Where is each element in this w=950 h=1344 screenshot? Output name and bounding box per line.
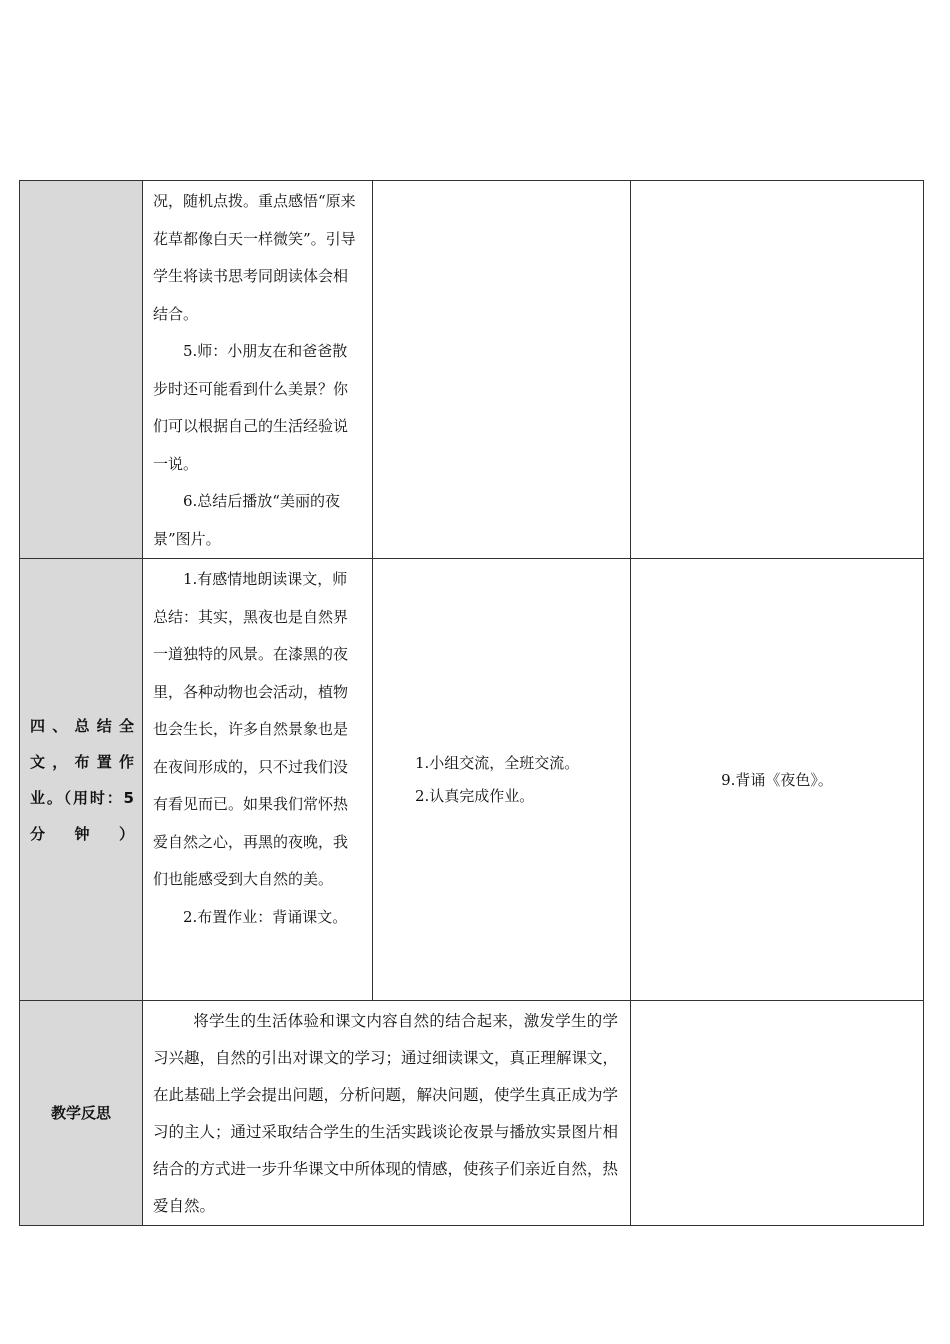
teacher-activity-cell bbox=[143, 181, 373, 559]
design-intent-cell bbox=[631, 559, 924, 1001]
lesson-plan-table bbox=[19, 180, 924, 1226]
teacher-activity-paragraph: 1.有感情地朗读课文，师总结：其实，黑夜也是自然界一道独特的风景。在漆黑的夜里，各种动物也会活动，植物也会生长，许多自然景象也是在夜间形成的，只不过我们没有看见而已。如果我们常怀热爱自然之心，再黑的夜晚，我们也能感受到大自然的美。 bbox=[153, 570, 349, 888]
design-intent-text: 9.背诵《夜色》。 bbox=[721, 771, 833, 789]
stage-label: 四、总结全文，布置作业。（用时：5分钟） bbox=[30, 716, 134, 843]
stage-label-cell bbox=[20, 559, 143, 1001]
teacher-activity-cell bbox=[143, 559, 373, 1001]
table-row bbox=[20, 1001, 924, 1226]
reflection-label: 教学反思 bbox=[50, 1104, 111, 1122]
student-activity-cell bbox=[373, 559, 631, 1001]
reflection-text: 将学生的生活体验和课文内容自然的结合起来，激发学生的学习兴趣，自然的引出对课文的学习；通过细读课文，真正理解课文，在此基础上学会提出问题，分析问题，解决问题，使学生真正成为学习的主人；通过采取结合学生的生活实践谈论夜景与播放实景图片相结合的方式进一步升华课文中所体现的情感，使孩子们亲近自然，热爱自然。 bbox=[153, 1012, 619, 1215]
student-activity-cell bbox=[373, 181, 631, 559]
reflection-label-cell bbox=[20, 1001, 143, 1226]
design-intent-cell bbox=[631, 181, 924, 559]
teacher-activity-paragraph: 5.师：小朋友在和爸爸散步时还可能看到什么美景？你们可以根据自己的生活经验说一说。 bbox=[153, 342, 349, 473]
teacher-activity-paragraph: 况，随机点拨。重点感悟“原来花草都像白天一样微笑”。引导学生将读书思考同朗读体会相结合。 bbox=[153, 192, 356, 323]
reflection-empty-cell bbox=[631, 1001, 924, 1226]
teacher-activity-paragraph: 2.布置作业：背诵课文。 bbox=[183, 907, 348, 926]
student-activity-item: 2.认真完成作业。 bbox=[415, 786, 535, 805]
teacher-activity-paragraph: 6.总结后播放“美丽的夜景”图片。 bbox=[153, 492, 340, 548]
table-row bbox=[20, 559, 924, 1001]
stage-label-cell bbox=[20, 181, 143, 559]
reflection-text-cell bbox=[143, 1001, 631, 1226]
student-activity-item: 1.小组交流，全班交流。 bbox=[415, 753, 580, 772]
table-row bbox=[20, 181, 924, 559]
